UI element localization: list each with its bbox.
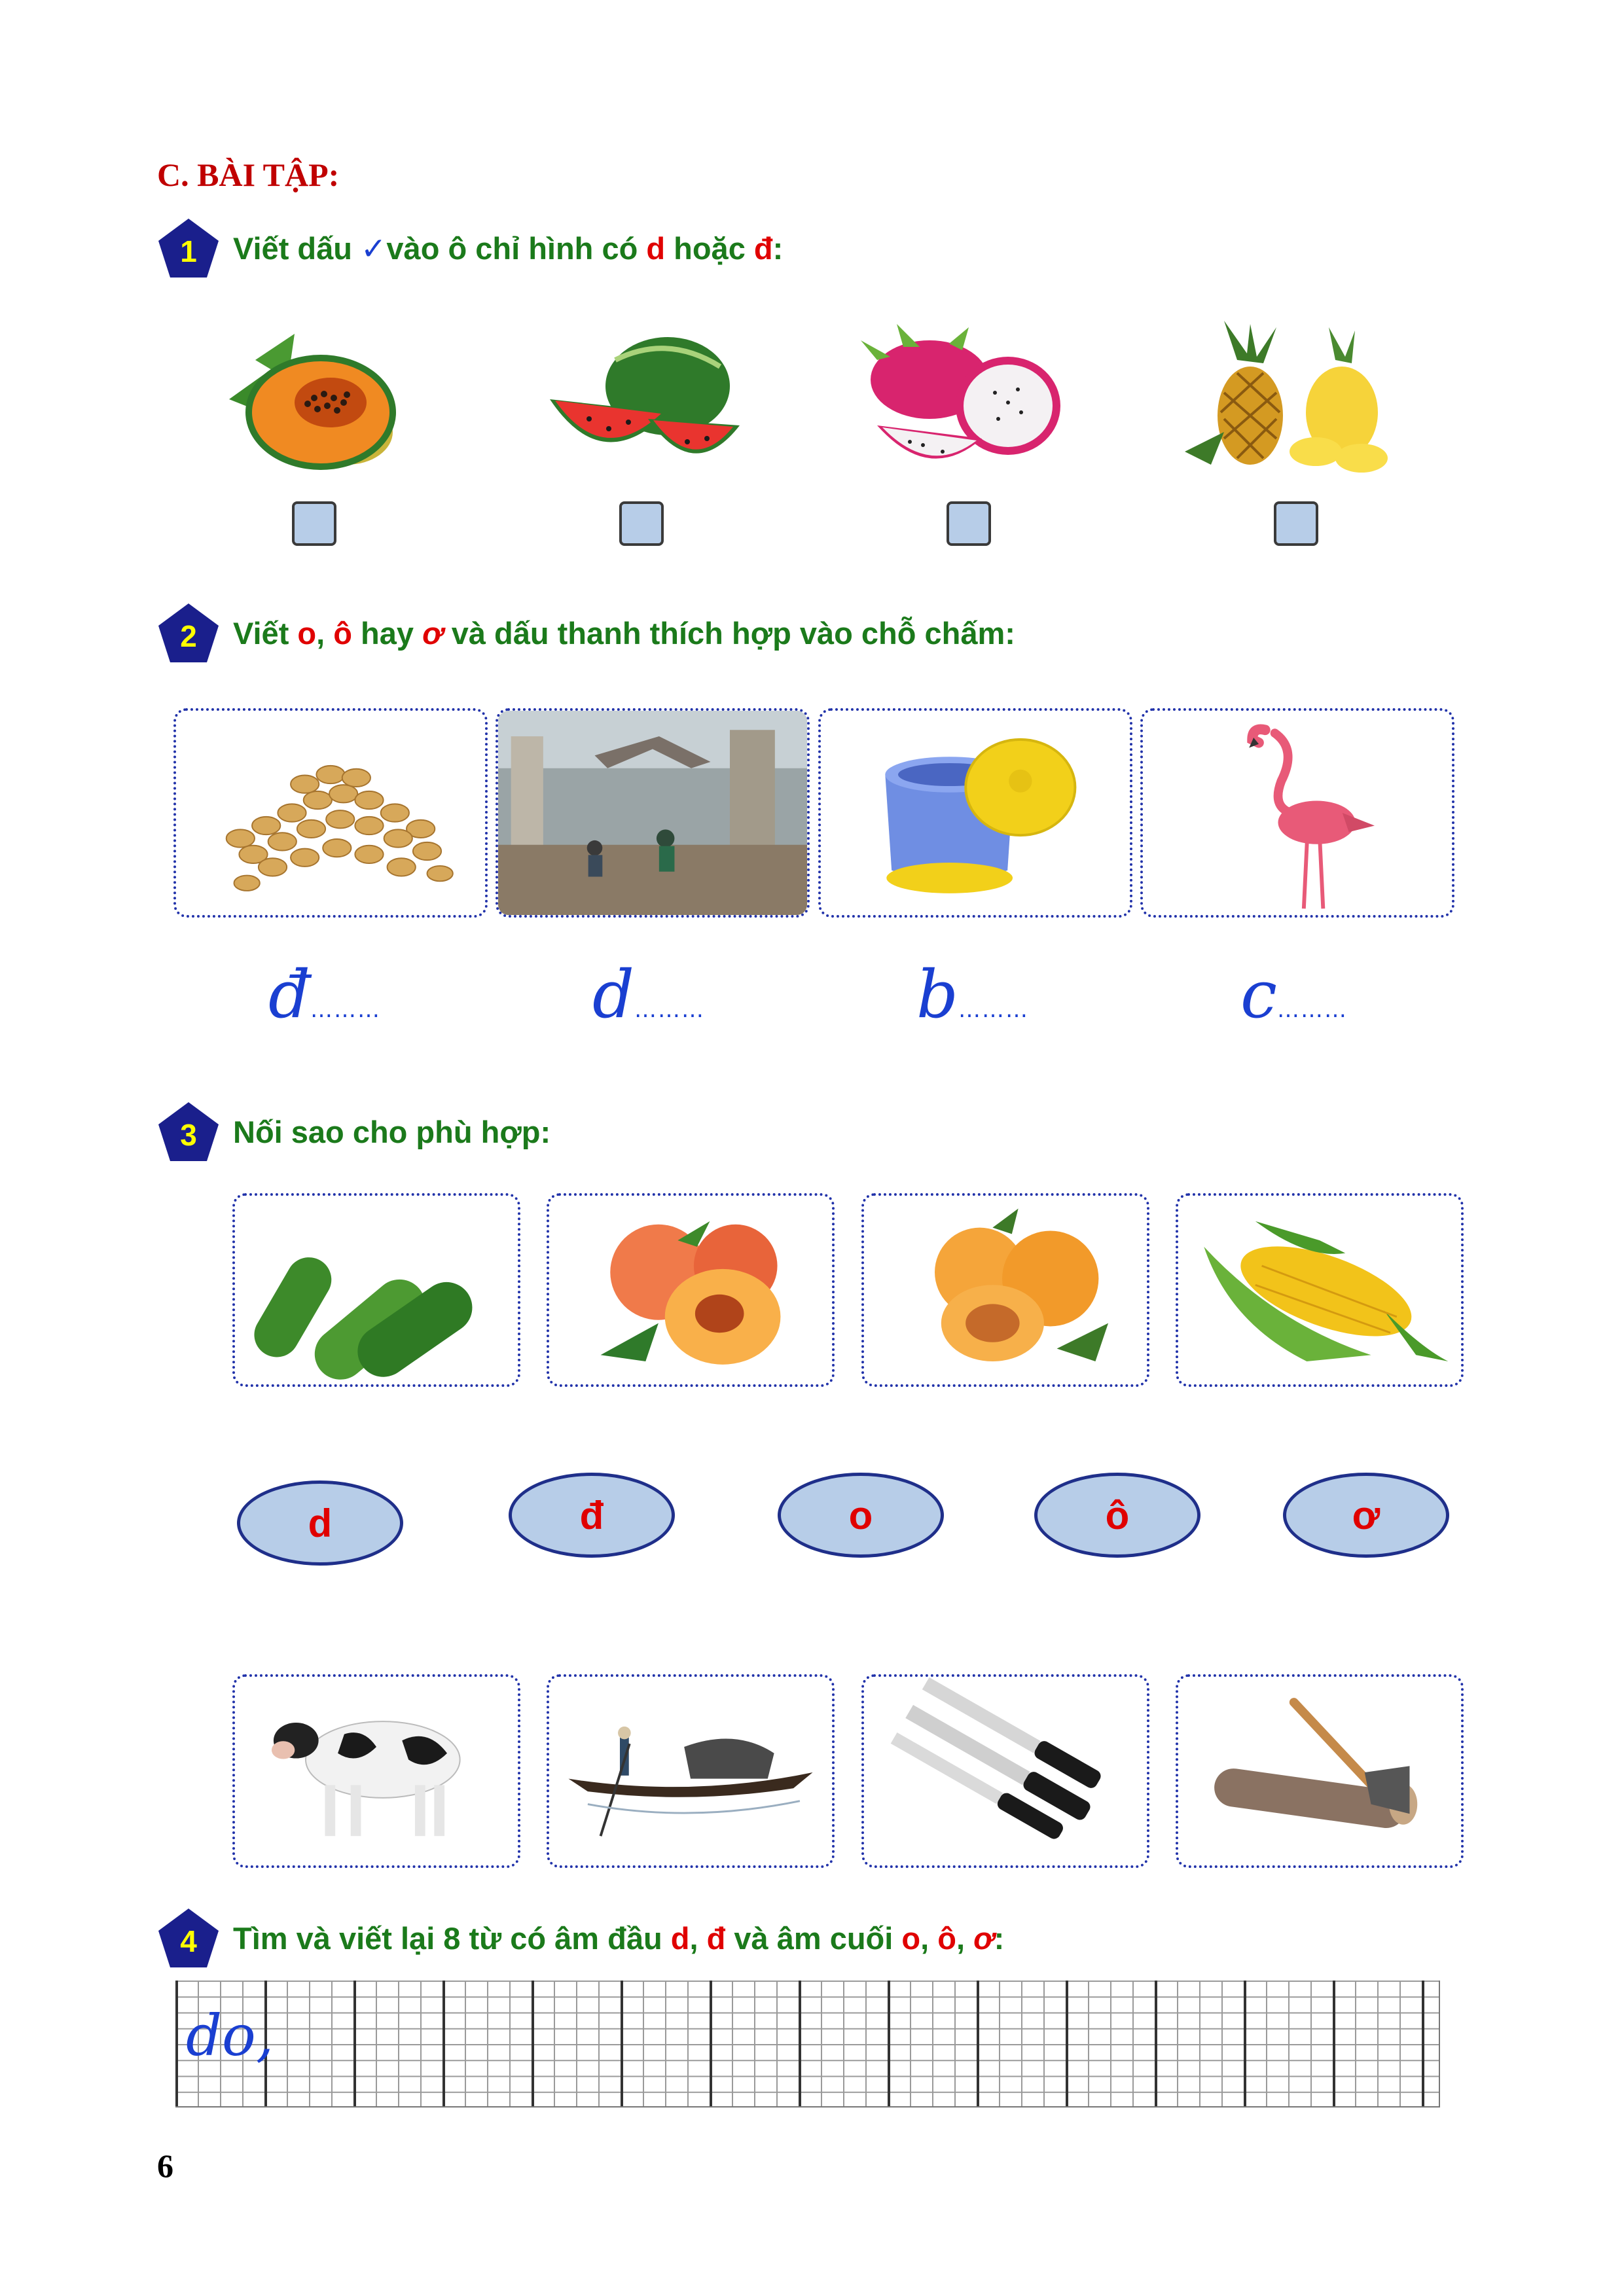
peach-card[interactable] — [547, 1193, 835, 1387]
apricot-card[interactable] — [861, 1193, 1149, 1387]
watermelon-image — [537, 321, 746, 484]
papaya-image — [216, 321, 425, 484]
oval-o[interactable]: o — [778, 1473, 944, 1558]
oval-dd[interactable]: đ — [509, 1473, 675, 1558]
exercise-4-number: 4 — [180, 1924, 197, 1958]
cow-card[interactable] — [232, 1674, 520, 1868]
knives-card[interactable] — [861, 1674, 1149, 1868]
corn-card[interactable] — [1176, 1193, 1464, 1387]
exercise-3-badge — [157, 1101, 220, 1164]
checkbox-watermelon[interactable] — [619, 501, 664, 546]
checkbox-dragon-fruit[interactable] — [947, 501, 991, 546]
page-number: 6 — [157, 2147, 173, 2184]
exercise-3-number: 3 — [180, 1118, 197, 1152]
handwriting-grid[interactable] — [175, 1981, 1440, 2108]
checkmark-icon: ✓ — [361, 231, 387, 266]
oval-oo[interactable]: ô — [1034, 1473, 1200, 1558]
axe-card[interactable] — [1176, 1674, 1464, 1868]
answer-2[interactable]: d……… — [592, 956, 706, 1033]
flamingo-card — [1140, 708, 1454, 918]
exercise-1-number: 1 — [180, 234, 197, 268]
checkbox-pineapple[interactable] — [1274, 501, 1318, 546]
exercise-4-badge — [157, 1907, 220, 1970]
demolished-house-card — [496, 708, 810, 918]
cucumber-card[interactable] — [232, 1193, 520, 1387]
dragon-fruit-image — [857, 321, 1067, 484]
peanuts-card — [173, 708, 488, 918]
exercise-2-number: 2 — [180, 619, 197, 653]
exercise-2-badge — [157, 602, 220, 665]
exercise-4-instruction: Tìm và viết lại 8 từ có âm đầu d, đ và âm cuối o, ô, ơ: — [233, 1921, 1005, 1956]
potty-card — [818, 708, 1132, 918]
exercise-1-badge — [157, 217, 220, 280]
answer-1[interactable]: đ……… — [268, 956, 382, 1033]
oval-d[interactable]: d — [237, 1480, 403, 1566]
section-title: C. BÀI TẬP: — [157, 156, 340, 193]
boat-card[interactable] — [547, 1674, 835, 1868]
exercise-2-instruction: Viết o, ô hay ơ và dấu thanh thích hợp vào chỗ chấm: — [233, 616, 1015, 651]
answer-3[interactable]: b……… — [916, 956, 1030, 1033]
pineapple-image — [1185, 321, 1394, 484]
answer-4[interactable]: c……… — [1240, 956, 1348, 1033]
oval-ow[interactable]: ơ — [1283, 1473, 1449, 1558]
exercise-3-instruction: Nối sao cho phù hợp: — [233, 1115, 551, 1149]
checkbox-papaya[interactable] — [292, 501, 336, 546]
exercise-1-instruction: Viết dấu ✓vào ô chỉ hình có d hoặc đ: — [233, 231, 784, 266]
sample-word: do, — [186, 2003, 274, 2069]
